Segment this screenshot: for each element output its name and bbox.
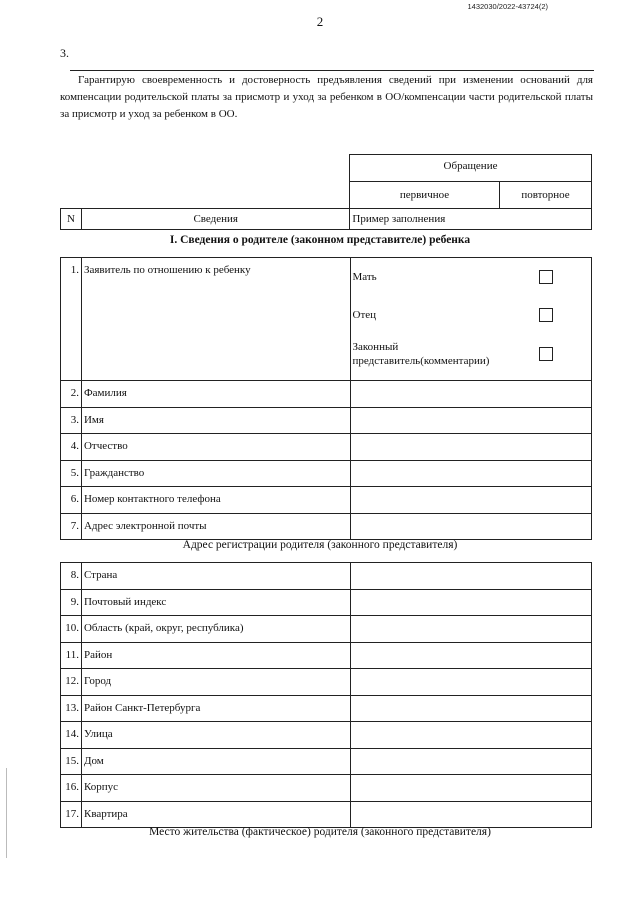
row-label: Почтовый индекс xyxy=(81,589,350,616)
row-num: 16. xyxy=(61,775,82,802)
row-num: 8. xyxy=(61,563,82,590)
apartment-field[interactable] xyxy=(350,801,591,828)
row-num: 2. xyxy=(61,381,82,408)
table-row xyxy=(61,487,592,514)
row-label: Фамилия xyxy=(81,381,350,408)
row-label: Область (край, округ, республика) xyxy=(81,616,350,643)
table-row xyxy=(61,722,592,749)
row-label: Адрес электронной почты xyxy=(81,513,350,540)
row-label: Квартира xyxy=(81,801,350,828)
region-field[interactable] xyxy=(350,616,591,643)
country-field[interactable] xyxy=(350,563,591,590)
table-row xyxy=(61,589,592,616)
row-num: 15. xyxy=(61,748,82,775)
row-label: Дом xyxy=(81,748,350,775)
top-rule xyxy=(70,70,594,71)
form-header-table xyxy=(60,208,592,230)
relation-option-father: Отец xyxy=(352,309,377,321)
surname-field[interactable] xyxy=(350,381,592,408)
registration-table xyxy=(60,562,592,828)
table-row xyxy=(61,460,592,487)
document-id: 1432030/2022-43724(2) xyxy=(467,2,548,11)
header-info: Сведения xyxy=(81,209,349,230)
row-label: Имя xyxy=(81,407,350,434)
appeal-table xyxy=(349,154,592,209)
item-number: 3. xyxy=(60,46,69,60)
row-label: Гражданство xyxy=(81,460,350,487)
appeal-option-primary[interactable]: первичное xyxy=(350,182,500,209)
residence-title: Место жительства (фактическое) родителя (законного представителя) xyxy=(149,826,491,838)
row-num: 9. xyxy=(61,589,82,616)
row-label: Страна xyxy=(81,563,350,590)
relation-num: 1. xyxy=(61,258,82,381)
registration-title: Адрес регистрации родителя (законного представителя) xyxy=(182,539,458,551)
checkbox-guardian[interactable] xyxy=(539,347,553,361)
row-num: 11. xyxy=(61,642,82,669)
row-label: Улица xyxy=(81,722,350,749)
row-label: Номер контактного телефона xyxy=(81,487,350,514)
table-row xyxy=(61,669,592,696)
email-field[interactable] xyxy=(350,513,592,540)
row-num: 3. xyxy=(61,407,82,434)
checkbox-mother[interactable] xyxy=(539,270,553,284)
row-num: 14. xyxy=(61,722,82,749)
building-field[interactable] xyxy=(350,775,591,802)
page-number: 2 xyxy=(316,14,324,29)
relation-label: Заявитель по отношению к ребенку xyxy=(81,258,350,381)
appeal-option-repeat[interactable]: повторное xyxy=(500,182,592,209)
row-num: 13. xyxy=(61,695,82,722)
header-num: N xyxy=(61,209,82,230)
patronymic-field[interactable] xyxy=(350,434,592,461)
postal-code-field[interactable] xyxy=(350,589,591,616)
table-row xyxy=(61,381,592,408)
relation-options xyxy=(350,258,592,381)
row-num: 17. xyxy=(61,801,82,828)
spb-district-field[interactable] xyxy=(350,695,591,722)
table-row xyxy=(61,775,592,802)
appeal-title: Обращение xyxy=(350,155,592,182)
name-field[interactable] xyxy=(350,407,592,434)
table-row xyxy=(61,563,592,590)
row-num: 10. xyxy=(61,616,82,643)
row-label: Район xyxy=(81,642,350,669)
row-label: Район Санкт-Петербурга xyxy=(81,695,350,722)
guarantee-paragraph: Гарантирую своевременность и достоверность предъявления сведений при изменении оснований для компенсации родительской платы за присмотр и уход за ребенком в ОО/компенсации части родительской платы за присмотр и уход за ребенком в ОО. xyxy=(60,74,593,120)
table-row xyxy=(61,513,592,540)
header-example: Пример заполнения xyxy=(350,209,592,230)
city-field[interactable] xyxy=(350,669,591,696)
parent-info-table xyxy=(60,257,592,540)
relation-option-guardian: Законный представитель(комментарии) xyxy=(352,341,490,367)
table-row xyxy=(61,801,592,828)
house-field[interactable] xyxy=(350,748,591,775)
row-num: 12. xyxy=(61,669,82,696)
table-row xyxy=(61,642,592,669)
checkbox-father[interactable] xyxy=(539,308,553,322)
phone-field[interactable] xyxy=(350,487,592,514)
row-num: 6. xyxy=(61,487,82,514)
section-title-parent: I. Сведения о родителе (законном представителе) ребенка xyxy=(169,234,471,246)
row-num: 5. xyxy=(61,460,82,487)
relation-option-mother: Мать xyxy=(352,271,377,283)
row-num: 7. xyxy=(61,513,82,540)
citizenship-field[interactable] xyxy=(350,460,592,487)
row-label: Отчество xyxy=(81,434,350,461)
table-row xyxy=(61,407,592,434)
scan-margin-line xyxy=(6,768,7,858)
row-num: 4. xyxy=(61,434,82,461)
table-row xyxy=(61,616,592,643)
table-row xyxy=(61,748,592,775)
row-label: Корпус xyxy=(81,775,350,802)
table-row xyxy=(61,434,592,461)
street-field[interactable] xyxy=(350,722,591,749)
table-row xyxy=(61,695,592,722)
row-label: Город xyxy=(81,669,350,696)
district-field[interactable] xyxy=(350,642,591,669)
